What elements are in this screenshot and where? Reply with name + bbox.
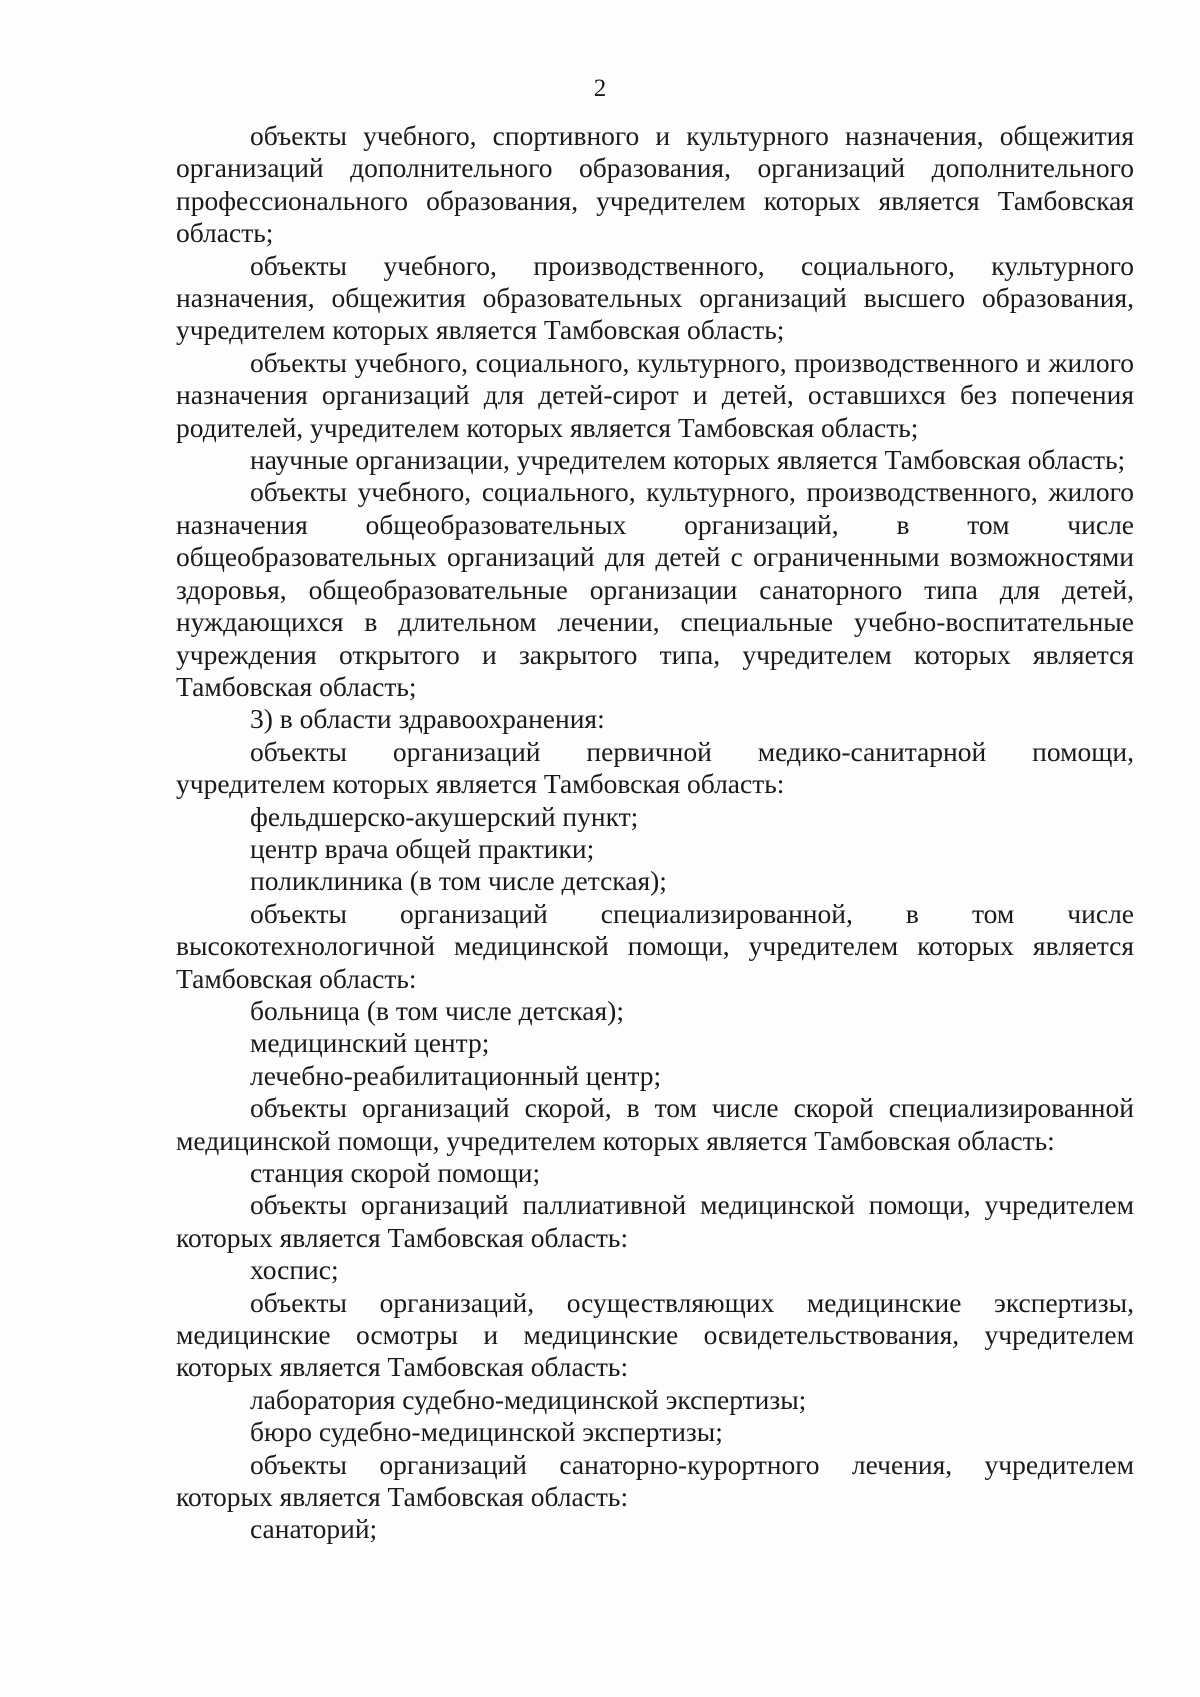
paragraph-4: научные организации, учредителем которых является Тамбовская область; xyxy=(250,444,1126,476)
list-item: санаторий; xyxy=(250,1513,378,1545)
list-item: хоспис; xyxy=(250,1254,339,1286)
paragraph-3: объекты учебного, социального, культурного, производственного и жилого назначения организаций для детей-сирот и детей, оставшихся без попечения родителей, учредителем которых является Тамбовская область; xyxy=(176,346,1134,443)
paragraph-7: объекты организаций первичной медико-санитарной помощи, учредителем которых является Тамбовская область: xyxy=(176,735,1134,800)
paragraph-22: объекты организаций санаторно-курортного лечения, учредителем которых является Тамбовская область: xyxy=(176,1448,1134,1513)
paragraph-15: объекты организаций скорой, в том числе скорой специализированной медицинской помощи, учредителем которых является Тамбовская область: xyxy=(176,1092,1134,1156)
list-item: больница (в том числе детская); xyxy=(250,994,624,1026)
paragraph-1: объекты учебного, спортивного и культурного назначения, общежития организаций дополнительного образования, организаций дополнительного профессионального образования, учредителем которых является Тамбовская область; xyxy=(176,120,1134,249)
page-number: 2 xyxy=(593,75,607,102)
paragraph-11: объекты организаций специализированной, в том числе высокотехнологичной медицинской помощи, учредителем которых является Тамбовская область: xyxy=(176,897,1134,994)
paragraph-17: объекты организаций паллиативной медицинской помощи, учредителем которых является Тамбовская область: xyxy=(176,1189,1134,1253)
list-item: фельдшерско-акушерский пункт; xyxy=(250,800,639,832)
list-item: медицинский центр; xyxy=(250,1027,490,1059)
paragraph-5: объекты учебного, социального, культурного, производственного, жилого назначения общеобразовательных организаций, в том числе общеобразовательных организаций для детей с ограниченными возможностями здоровья, общеобразовательные организации санаторного типа для детей, нуждающихся в длительном лечении, специальные учебно-воспитательные учреждения открытого и закрытого типа, учредителем которых является Тамбовская область; xyxy=(176,476,1134,702)
list-item: бюро судебно-медицинской экспертизы; xyxy=(250,1416,723,1448)
list-item: центр врача общей практики; xyxy=(250,832,595,864)
document-body xyxy=(176,120,1134,1546)
paragraph-19: объекты организаций, осуществляющих медицинские экспертизы, медицинские осмотры и медицинские освидетельствования, учредителем которых является Тамбовская область: xyxy=(176,1286,1134,1383)
list-item: станция скорой помощи; xyxy=(250,1157,541,1188)
paragraph-2: объекты учебного, производственного, социального, культурного назначения, общежития образовательных организаций высшего образования, учредителем которых является Тамбовская область; xyxy=(176,249,1134,346)
list-item: поликлиника (в том числе детская); xyxy=(250,865,667,897)
list-item: лаборатория судебно-медицинской экспертизы; xyxy=(250,1383,807,1415)
section-heading-healthcare: 3) в области здравоохранения: xyxy=(250,703,605,735)
list-item: лечебно-реабилитационный центр; xyxy=(250,1059,662,1091)
